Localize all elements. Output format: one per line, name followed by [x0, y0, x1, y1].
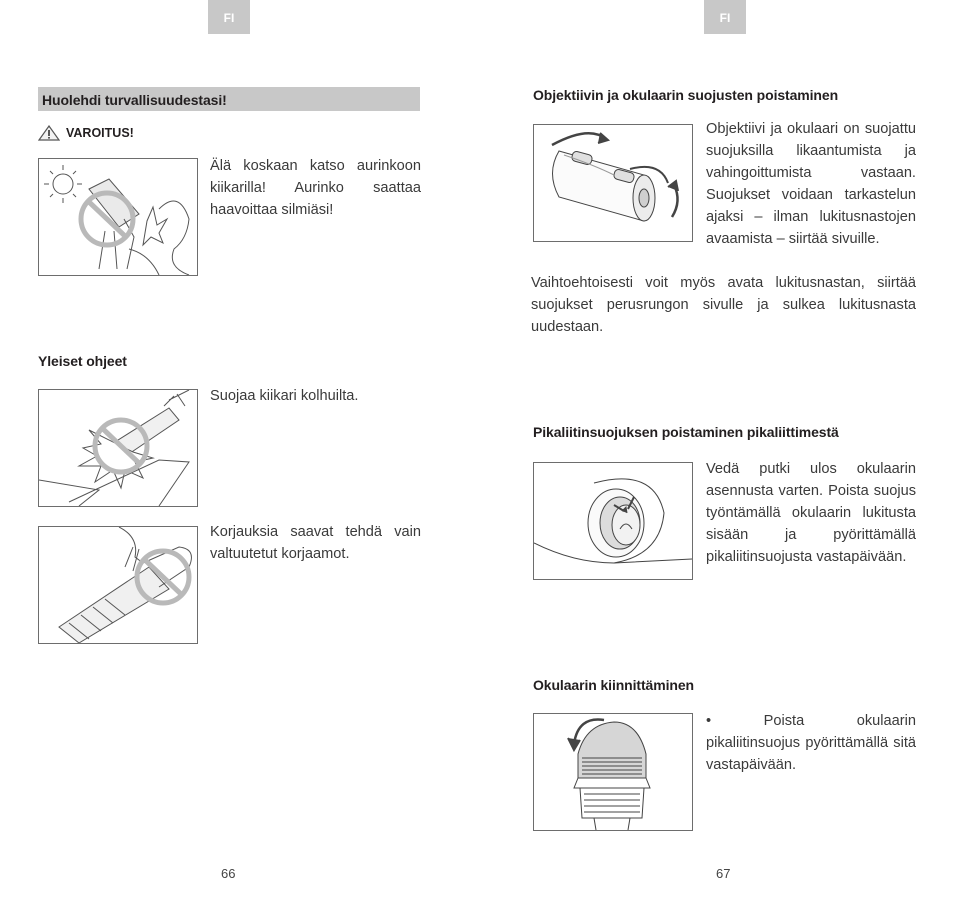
section3-text: • Poista okulaarin pikaliitinsuojus pyörittämällä sitä vastapäivään.	[706, 713, 916, 773]
section2-text: Vedä putki ulos okulaarin asennusta varten. Poista suojus työntämällä okulaarin lukitusta sisään ja pyörittämällä pikaliitinsuojusta vastapäivään.	[706, 461, 916, 565]
section1-text	[706, 118, 916, 250]
section3-heading: Okulaarin kiinnittäminen	[533, 677, 694, 693]
protect-text: Suojaa kiikari kolhuilta.	[210, 388, 359, 404]
warning-triangle-icon	[38, 125, 60, 141]
eyepiece-illustration	[533, 713, 693, 831]
page-number-left: 66	[221, 866, 236, 881]
covers-illustration	[533, 124, 693, 242]
quick-connector-illustration	[533, 462, 693, 580]
warning-text: Älä koskaan katso aurinkoon kiikarilla! Aurinko saattaa haavoittaa silmiäsi!	[210, 158, 421, 218]
section2-heading: Pikaliitinsuojuksen poistaminen pikaliittimestä	[533, 424, 839, 440]
sun-warning-illustration	[38, 158, 198, 276]
warning-label: VAROITUS!	[66, 126, 134, 140]
repair-text: Korjauksia saavat tehdä vain valtuutetut korjaamot.	[210, 524, 421, 562]
section1-heading: Objektiivin ja okulaarin suojusten poistaminen	[533, 87, 839, 103]
warning-label-row	[38, 125, 134, 141]
language-tab-left: FI	[208, 0, 250, 34]
language-tab-right: FI	[704, 0, 746, 34]
section1-text2: Vaihtoehtoisesti voit myös avata lukitusnastan, siirtää suojukset perusrungon sivulle ja sulkea lukitusnasta uudestaan.	[531, 275, 916, 335]
page-number-right: 67	[716, 866, 731, 881]
repair-illustration	[38, 526, 198, 644]
section1-text-part: Objektiivi ja okulaari on suojattu suojuksilla likaantumista ja vahingoittumista vastaan. Suojukset voidaan tarkastelun ajaksi – ilman lukitusnastojen avaamista – siirtää sivuille.	[706, 121, 916, 247]
impact-illustration	[38, 389, 198, 507]
safety-heading: Huolehdi turvallisuudestasi!	[38, 87, 420, 111]
general-heading: Yleiset ohjeet	[38, 353, 127, 369]
